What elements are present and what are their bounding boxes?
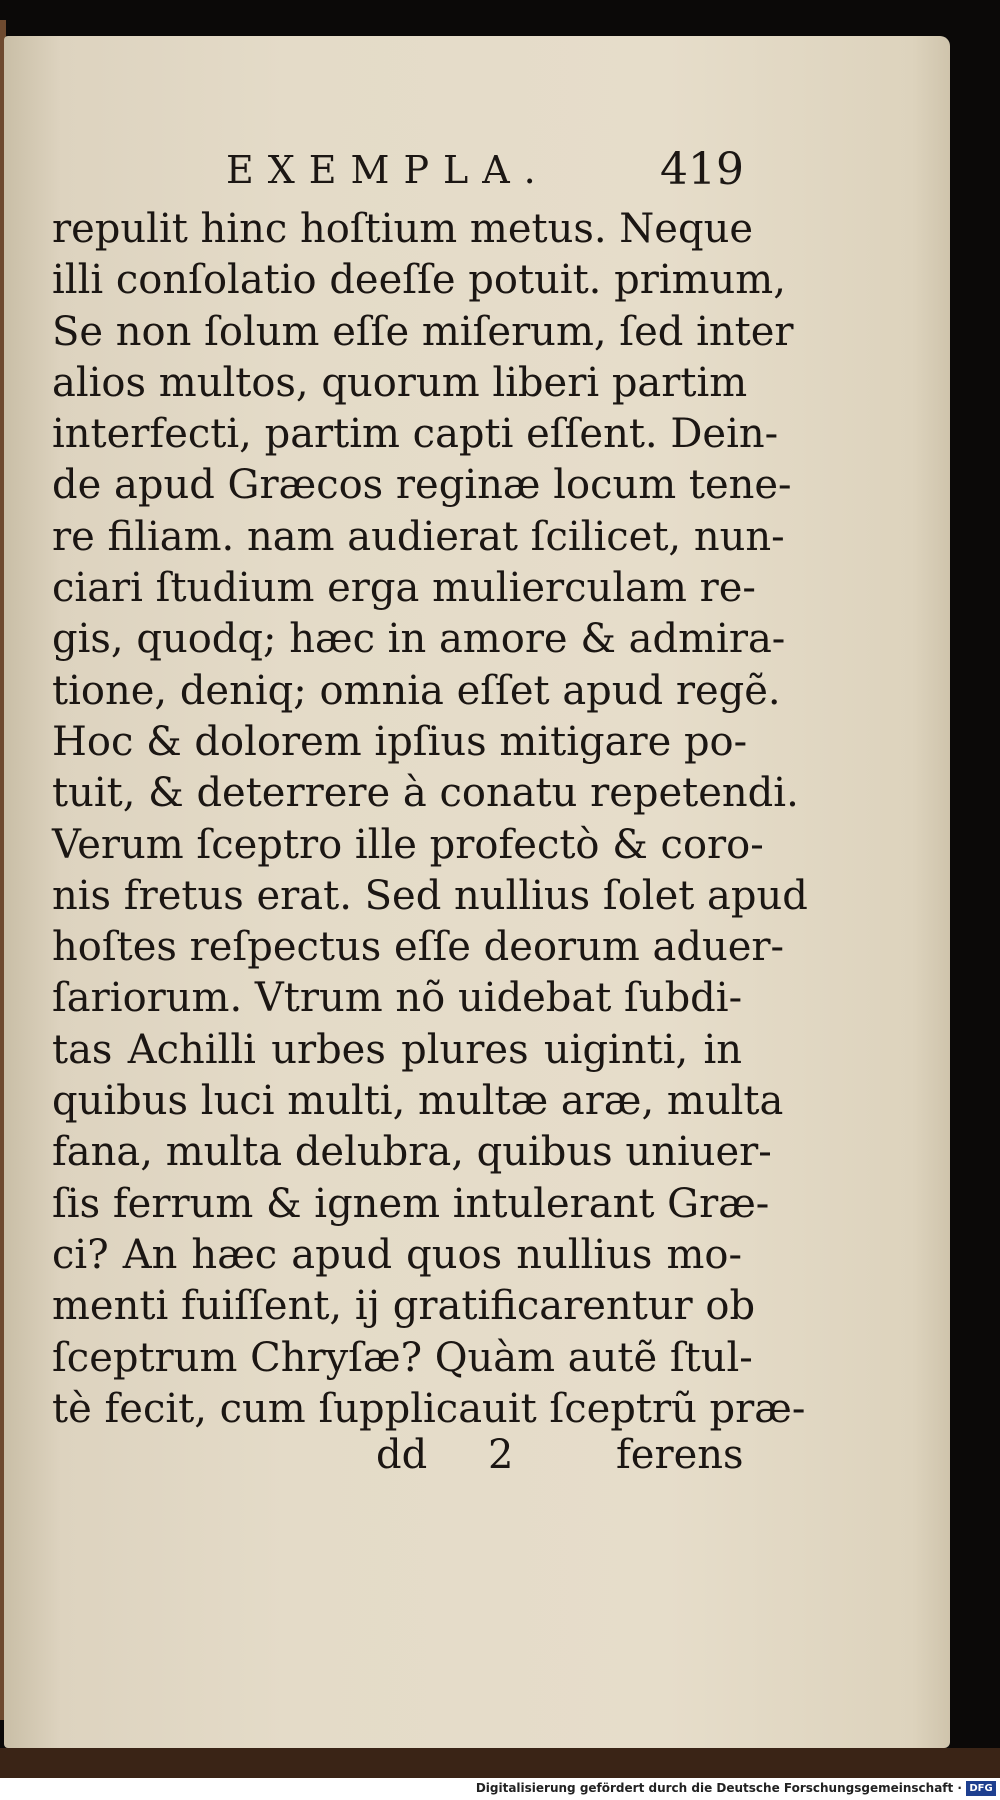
text-line: tas Achilli urbes plures uiginti, in: [52, 1026, 742, 1073]
digitization-credit-bar: [0, 1778, 1000, 1800]
text-line: tione, deniq; omnia eſſet apud regẽ.: [52, 667, 781, 714]
text-line: Se non ſolum eſſe miſerum, ſed inter: [52, 308, 794, 355]
text-line: Hoc & dolorem ipſius mitigare po-: [52, 718, 748, 765]
signature-mark: dd: [376, 1432, 428, 1478]
text-line: quibus luci multi, multæ aræ, multa: [52, 1078, 784, 1125]
text-line: gis, quodq; hæc in amore & admira-: [52, 616, 786, 663]
credit-text: Digitalisierung gefördert durch die Deutsche Forschungsgemeinschaft ·: [475, 1781, 962, 1795]
text-line: alios multos, quorum liberi partim: [52, 359, 748, 406]
text-line: tuit, & deterrere à conatu repetendi.: [52, 770, 799, 817]
text-line: interfecti, partim capti eſſent. Dein-: [52, 411, 779, 458]
text-line: ſariorum. Vtrum nõ uidebat ſubdi-: [52, 975, 743, 1022]
running-title: EXEMPLA.: [226, 148, 550, 192]
body-text: [52, 204, 808, 1435]
text-line: ciari ſtudium erga mulierculam re-: [52, 565, 756, 612]
page-header: [0, 144, 1000, 198]
text-line: ſceptrum Chryſæ? Quàm autẽ ſtul-: [52, 1334, 753, 1381]
text-line: nis fretus erat. Sed nullius ſolet apud: [52, 872, 808, 919]
text-line: ci? An hæc apud quos nullius mo-: [52, 1231, 742, 1278]
text-line: tè fecit, cum ſupplicauit ſceptrũ præ-: [52, 1385, 806, 1432]
text-line: hoſtes reſpectus eſſe deorum aduer-: [52, 924, 785, 971]
text-line: illi conſolatio deeſſe potuit. primum,: [52, 257, 786, 304]
text-line: Verum ſceptro ille profectò & coro-: [52, 821, 764, 868]
dfg-logo: DFG: [966, 1781, 996, 1796]
catchword: ferens: [616, 1432, 744, 1478]
signature-line: [0, 1432, 1000, 1482]
text-line: de apud Græcos reginæ locum tene-: [52, 462, 792, 509]
text-line: repulit hinc hoſtium metus. Neque: [52, 206, 753, 252]
page-number: 419: [660, 144, 744, 195]
book-cover-edge: [0, 1748, 1000, 1778]
signature-number: 2: [488, 1432, 514, 1478]
text-line: ſis ferrum & ignem intulerant Græ-: [52, 1180, 770, 1227]
text-line: menti fuiſſent, ij gratificarentur ob: [52, 1283, 756, 1330]
text-line: re filiam. nam audierat ſcilicet, nun-: [52, 513, 785, 560]
text-line: fana, multa delubra, quibus uniuer-: [52, 1129, 772, 1176]
